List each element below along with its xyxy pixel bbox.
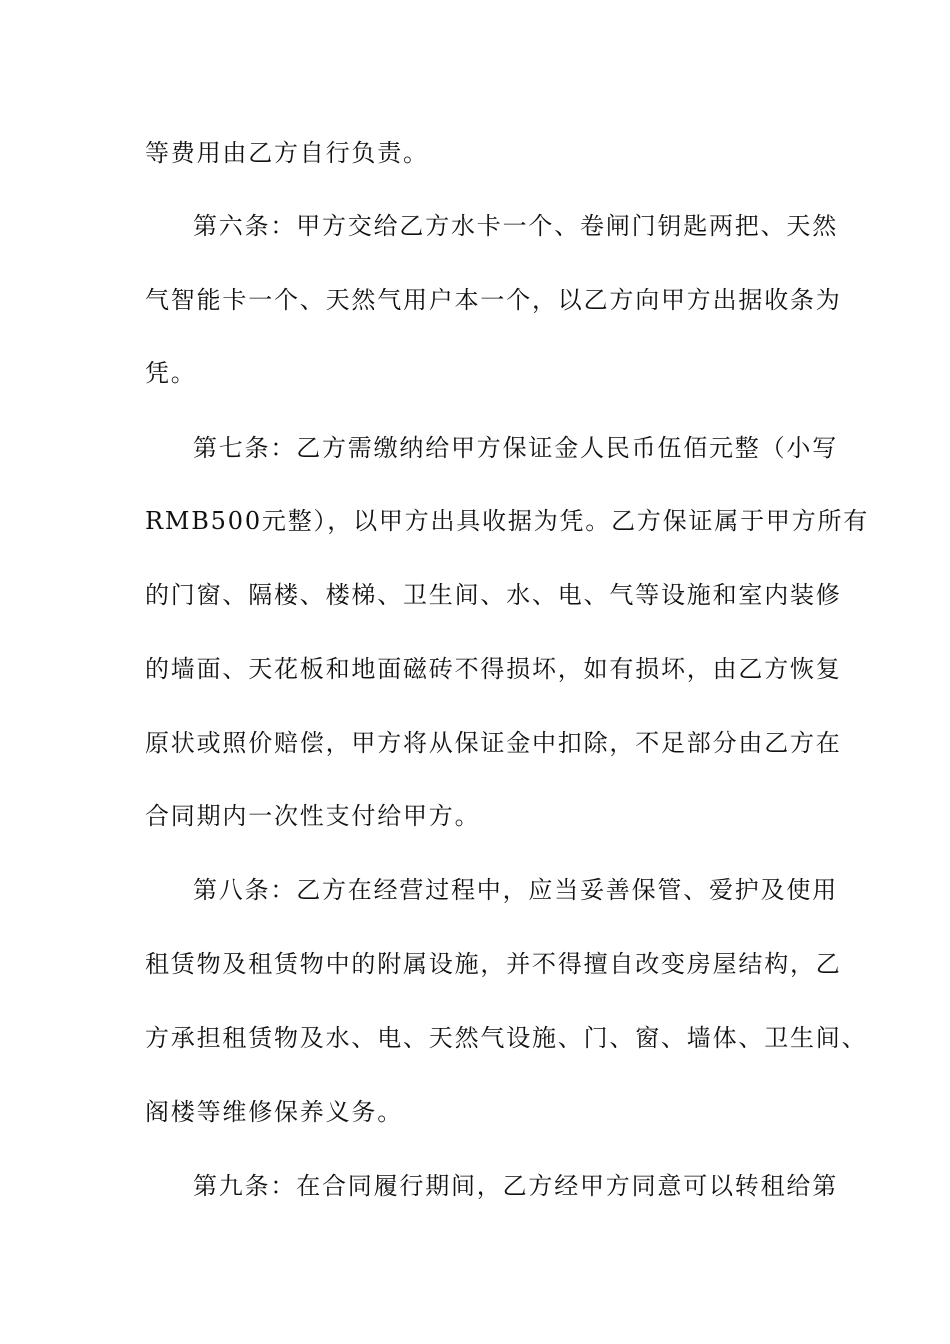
text-line-2: 第六条：甲方交给乙方水卡一个、卷闸门钥匙两把、天然 xyxy=(193,212,838,240)
text-line-4: 凭。 xyxy=(145,359,197,387)
text-line-11: 第八条：乙方在经营过程中，应当妥善保管、爱护及使用 xyxy=(193,876,838,904)
text-line-3: 气智能卡一个、天然气用户本一个，以乙方向甲方出据收条为 xyxy=(145,286,842,314)
text-line-6: RMB500元整），以甲方出具收据为凭。乙方保证属于甲方所有 xyxy=(145,507,870,535)
text-line-7: 的门窗、隔楼、楼梯、卫生间、水、电、气等设施和室内装修 xyxy=(145,581,842,609)
text-line-12: 租赁物及租赁物中的附属设施，并不得擅自改变房屋结构，乙 xyxy=(145,950,842,978)
text-line-13: 方承担租赁物及水、电、天然气设施、门、窗、墙体、卫生间、 xyxy=(145,1024,868,1052)
text-line-9: 原状或照价赔偿，甲方将从保证金中扣除，不足部分由乙方在 xyxy=(145,729,842,757)
text-line-1: 等费用由乙方自行负责。 xyxy=(145,139,429,167)
text-line-15: 第九条：在合同履行期间，乙方经甲方同意可以转租给第 xyxy=(193,1172,838,1200)
text-line-5: 第七条：乙方需缴纳给甲方保证金人民币伍佰元整（小写 xyxy=(193,434,838,462)
text-line-10: 合同期内一次性支付给甲方。 xyxy=(145,802,481,830)
text-line-14: 阁楼等维修保养义务。 xyxy=(145,1098,403,1126)
text-line-8: 的墙面、天花板和地面磁砖不得损坏，如有损坏，由乙方恢复 xyxy=(145,655,842,683)
